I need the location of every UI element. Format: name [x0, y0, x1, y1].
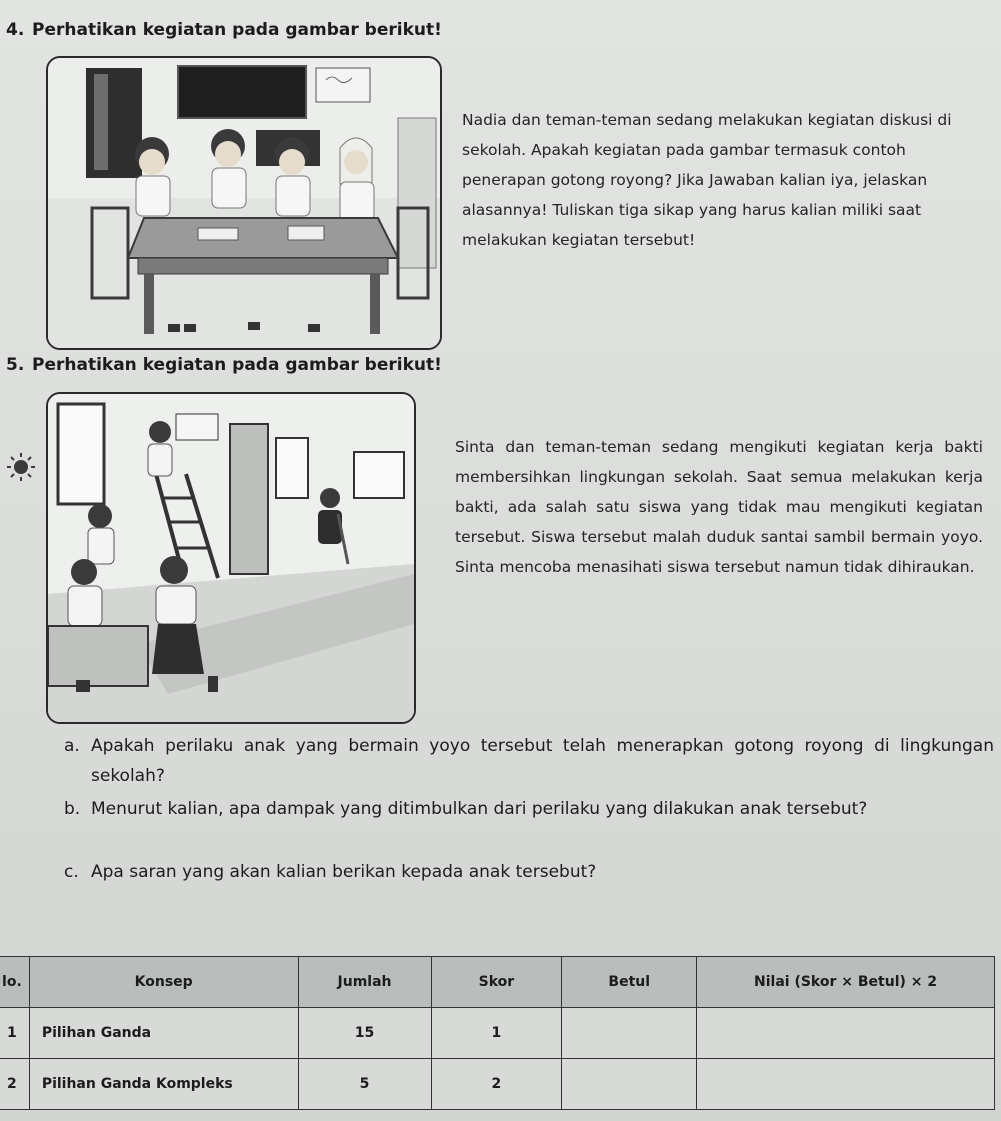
- table-row: [0, 1059, 995, 1110]
- question-5-number: 5.: [6, 355, 25, 375]
- row-1-konsep: Pilihan Ganda: [29, 1008, 298, 1059]
- row-1-betul[interactable]: [562, 1008, 697, 1059]
- sub-question-a-text: Apakah perilaku anak yang bermain yoyo tersebut telah menerapkan gotong royong di lingkungan sekolah?: [91, 736, 994, 786]
- row-1-skor: 1: [431, 1008, 562, 1059]
- header-jumlah: Jumlah: [298, 957, 431, 1008]
- sub-question-a-label: a.: [64, 736, 80, 756]
- sub-question-b-label: b.: [64, 799, 81, 819]
- header-konsep: Konsep: [29, 957, 298, 1008]
- sun-icon: [6, 452, 36, 486]
- row-1-no: 1: [0, 1008, 29, 1059]
- row-2-skor: 2: [431, 1059, 562, 1110]
- score-table-header-row: [0, 957, 995, 1008]
- classroom-discussion-illustration: [46, 56, 442, 350]
- row-1-nilai[interactable]: [697, 1008, 995, 1059]
- question-4-heading: [6, 20, 442, 40]
- row-2-jumlah: 5: [298, 1059, 431, 1110]
- row-2-konsep: Pilihan Ganda Kompleks: [29, 1059, 298, 1110]
- row-2-no: 2: [0, 1059, 29, 1110]
- row-2-nilai[interactable]: [697, 1059, 995, 1110]
- cleaning-activity-illustration: [46, 392, 416, 724]
- sub-question-c: [64, 857, 994, 887]
- row-1-jumlah: 15: [298, 1008, 431, 1059]
- sub-question-c-label: c.: [64, 862, 79, 882]
- question-4-instruction: Perhatikan kegiatan pada gambar berikut!: [32, 20, 442, 40]
- question-5-paragraph: Sinta dan teman-teman sedang mengikuti kegiatan kerja bakti membersihkan lingkungan sekolah. Saat semua melakukan kerja bakti, ada salah satu siswa yang tidak mau mengikuti kegiatan tersebut. Siswa tersebut malah duduk santai sambil bermain yoyo. Sinta mencoba menasihati siswa tersebut namun tidak dihiraukan.: [455, 438, 983, 576]
- sub-question-b-text: Menurut kalian, apa dampak yang ditimbulkan dari perilaku yang dilakukan anak tersebut?: [91, 799, 868, 819]
- question-4-paragraph: Nadia dan teman-teman sedang melakukan kegiatan diskusi di sekolah. Apakah kegiatan pada gambar termasuk contoh penerapan gotong royong? Jika Jawaban kalian iya, jelaskan alasannya! Tuliskan tiga sikap yang harus kalian miliki saat melakukan kegiatan tersebut!: [462, 111, 952, 249]
- header-betul: Betul: [562, 957, 697, 1008]
- sub-question-c-text: Apa saran yang akan kalian berikan kepada anak tersebut?: [91, 862, 597, 882]
- question-5-heading: [6, 355, 442, 375]
- row-2-betul[interactable]: [562, 1059, 697, 1110]
- score-table: [0, 956, 995, 1110]
- sub-question-a: [64, 731, 994, 791]
- question-5-instruction: Perhatikan kegiatan pada gambar berikut!: [32, 355, 442, 375]
- header-nilai: Nilai (Skor × Betul) × 2: [697, 957, 995, 1008]
- header-no: lo.: [0, 957, 29, 1008]
- question-4-number: 4.: [6, 20, 25, 40]
- header-skor: Skor: [431, 957, 562, 1008]
- sub-question-b: [64, 794, 994, 824]
- table-row: [0, 1008, 995, 1059]
